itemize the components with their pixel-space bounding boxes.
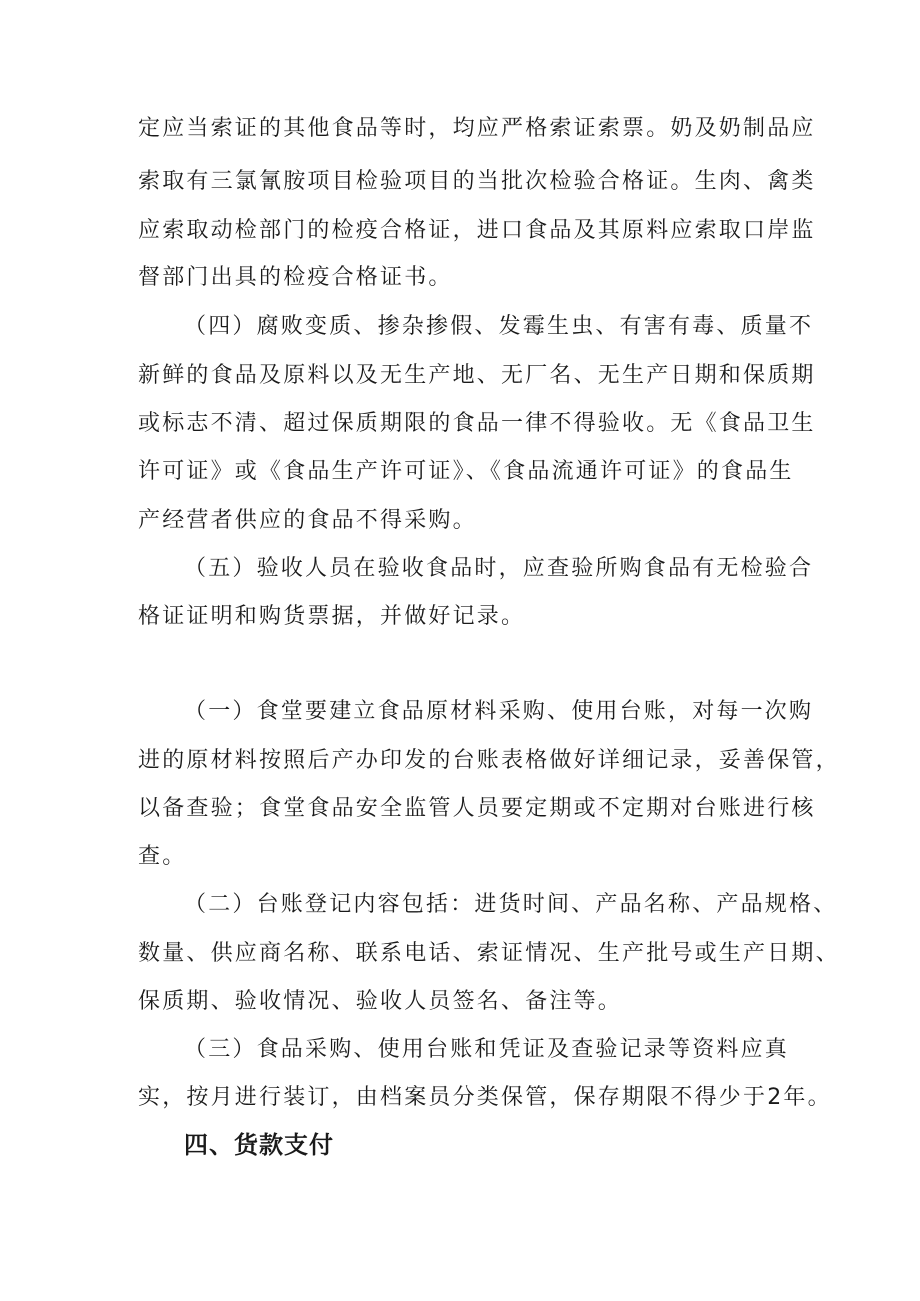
section-heading: 四、货款支付 <box>184 1131 334 1159</box>
text-line: 应索取动检部门的检疫合格证，进口食品及其原料应索取口岸监 <box>138 218 816 243</box>
text-line: 格证证明和购货票据，并做好记录。 <box>138 604 526 629</box>
text-line: 实，按月进行装订，由档案员分类保管，保存期限不得少于2年。 <box>138 1085 832 1110</box>
text-line: 以备查验；食堂食品安全监管人员要定期或不定期对台账进行核 <box>138 796 816 821</box>
text-line: 产经营者供应的食品不得采购。 <box>138 508 477 533</box>
text-line: 或标志不清、超过保质期限的食品一律不得验收。无《食品卫生 <box>138 411 816 436</box>
text-line: 保质期、验收情况、验收人员签名、备注等。 <box>138 989 623 1014</box>
paragraph-first-line: （二）台账登记内容包括：进货时间、产品名称、产品规格、 <box>184 892 838 917</box>
paragraph-first-line: （三）食品采购、使用台账和凭证及查验记录等资料应真 <box>184 1037 790 1062</box>
text-line: 督部门出具的检疫合格证书。 <box>138 265 453 290</box>
text-line: 定应当索证的其他食品等时，均应严格索证索票。奶及奶制品应 <box>138 116 816 141</box>
paragraph-first-line: （五）验收人员在验收食品时，应查验所购食品有无检验合 <box>184 556 814 581</box>
text-line: 许可证》或《食品生产许可证》、《食品流通许可证》的食品生 <box>138 459 794 484</box>
text-line: 新鲜的食品及原料以及无生产地、无厂名、无生产日期和保质期 <box>138 363 816 388</box>
text-line: 索取有三氯氰胺项目检验项目的当批次检验合格证。生肉、禽类 <box>138 169 816 194</box>
text-line: 数量、供应商名称、联系电话、索证情况、生产批号或生产日期、 <box>138 941 840 966</box>
text-line: 查。 <box>138 844 187 869</box>
paragraph-first-line: （四）腐败变质、掺杂掺假、发霉生虫、有害有毒、质量不 <box>184 314 814 339</box>
text-line: 进的原材料按照后产办印发的台账表格做好详细记录，妥善保管， <box>138 748 840 773</box>
paragraph-first-line: （一）食堂要建立食品原材料采购、使用台账，对每一次购 <box>184 699 814 724</box>
